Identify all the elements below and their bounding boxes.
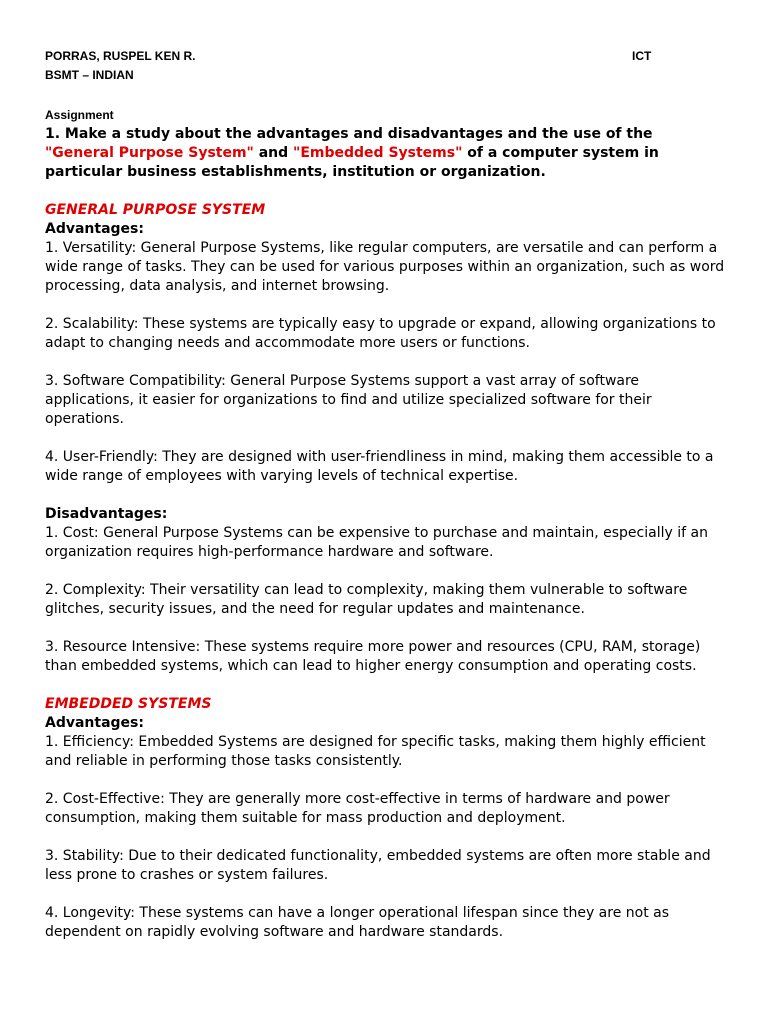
student-name: PORRAS, RUSPEL KEN R. (45, 49, 196, 63)
question-highlight-embedded: "Embedded Systems" (293, 145, 463, 161)
es-advantages-list (45, 733, 725, 942)
list-item: 2. Cost-Effective: They are generally more cost-effective in terms of hardware and power consumption, making them suitable for mass production and deployment. (45, 791, 670, 826)
list-item: 4. User-Friendly: They are designed with user-friendliness in mind, making them accessible to a wide range of employees with varying levels of technical expertise. (45, 449, 714, 484)
es-advantages-heading: Advantages: (45, 715, 144, 731)
section-label: BSMT – INDIAN (45, 68, 134, 82)
assignment-question (45, 125, 725, 182)
list-item: 1. Cost: General Purpose Systems can be expensive to purchase and maintain, especially if an organization requires high-performance hardware and software. (45, 525, 708, 560)
list-item: 2. Complexity: Their versatility can lead to complexity, making them vulnerable to software glitches, security issues, and the need for regular updates and maintenance. (45, 582, 688, 617)
gp-advantages-list (45, 239, 725, 486)
gp-disadvantages-heading: Disadvantages: (45, 506, 168, 522)
general-purpose-heading: GENERAL PURPOSE SYSTEM (45, 202, 266, 218)
document-body (45, 125, 725, 942)
list-item: 3. Stability: Due to their dedicated functionality, embedded systems are often more stable and less prone to crashes or system failures. (45, 848, 711, 883)
question-part-1: 1. Make a study about the advantages and disadvantages and the use of the (45, 126, 653, 142)
list-item: 3. Resource Intensive: These systems require more power and resources (CPU, RAM, storage) than embedded systems, which can lead to higher energy consumption and operating costs. (45, 639, 701, 674)
gp-advantages-heading: Advantages: (45, 221, 144, 237)
gp-disadvantages-list (45, 524, 725, 676)
list-item: 2. Scalability: These systems are typically easy to upgrade or expand, allowing organizations to adapt to changing needs and accommodate more users or functions. (45, 316, 716, 351)
embedded-systems-heading: EMBEDDED SYSTEMS (45, 696, 212, 712)
list-item: 1. Efficiency: Embedded Systems are designed for specific tasks, making them highly efficient and reliable in performing those tasks consistently. (45, 734, 706, 769)
question-part-2: and (253, 145, 294, 161)
assignment-label: Assignment (45, 108, 114, 122)
list-item: 3. Software Compatibility: General Purpose Systems support a vast array of software applications, it easier for organizations to find and utilize specialized software for their operations. (45, 373, 652, 427)
question-part-3: of a computer system in particular business establishments, institution or organization. (45, 145, 659, 180)
subject-label: ICT (632, 49, 652, 63)
list-item: 1. Versatility: General Purpose Systems, like regular computers, are versatile and can perform a wide range of tasks. They can be used for various purposes within an organization, such as word processing, data analysis, and internet browsing. (45, 240, 725, 294)
list-item: 4. Longevity: These systems can have a longer operational lifespan since they are not as dependent on rapidly evolving software and hardware standards. (45, 905, 670, 940)
question-highlight-general: "General Purpose System" (45, 145, 254, 161)
